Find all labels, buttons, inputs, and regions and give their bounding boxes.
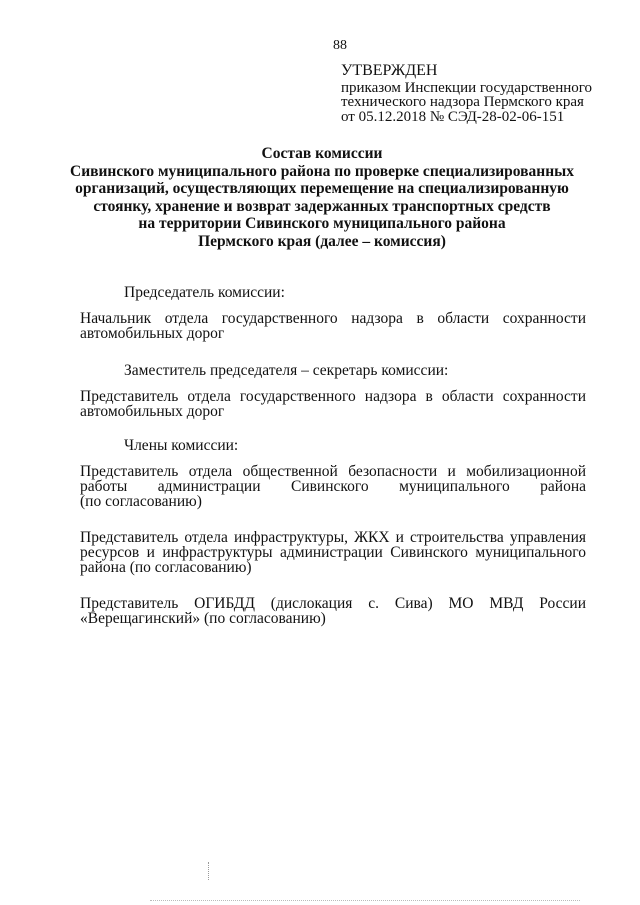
text-line: Начальник отдела государственного надзора в области сохранности: [80, 310, 586, 327]
text-line: Представитель отдела общественной безопасности и мобилизационной: [80, 463, 586, 480]
title-line: организаций, осуществляющих перемещение на специализированную: [75, 180, 569, 197]
title-line: Состав комиссии: [261, 145, 383, 162]
text-line: района (по согласованию): [80, 559, 252, 576]
text-line: Представитель ОГИБДД (дислокация с. Сива) МО МВД России: [80, 595, 586, 612]
deputy-heading: Заместитель председателя – секретарь комиссии:: [124, 362, 449, 379]
approval-stamp-block: [341, 64, 611, 124]
text-line: Представитель отдела государственного надзора в области сохранности: [80, 388, 586, 405]
page-bottom-edge: [150, 900, 580, 902]
text-line: автомобильных дорог: [80, 325, 225, 342]
scan-artifact: [208, 862, 210, 880]
title-line: Сивинского муниципального района по проверке специализированных: [70, 162, 574, 180]
member-item: [80, 596, 586, 626]
text-line: автомобильных дорог: [80, 403, 225, 420]
chairman-heading: Председатель комиссии:: [124, 284, 285, 301]
chairman-text: [80, 311, 586, 341]
approval-heading: УТВЕРЖДЕН: [341, 62, 438, 79]
title-line: стоянку, хранение и возврат задержанных транспортных средств: [93, 197, 551, 215]
approval-line: технического надзора Пермского края: [341, 94, 584, 110]
document-title: [60, 145, 584, 250]
text-line: ресурсов и инфраструктуры администрации Сивинского муниципального: [80, 544, 586, 561]
text-line: «Верещагинский» (по согласованию): [80, 610, 326, 627]
text-line: работы администрации Сивинского муниципального района: [80, 478, 586, 495]
text-line: Представитель отдела инфраструктуры, ЖКХ и строительства управления: [80, 529, 586, 546]
members-heading: Члены комиссии:: [124, 437, 239, 454]
page-number: 88: [333, 38, 347, 53]
member-item: [80, 464, 586, 509]
approval-line: приказом Инспекции государственного: [341, 79, 593, 96]
member-item: [80, 530, 586, 575]
approval-line: от 05.12.2018 № СЭД-28-02-06-151: [341, 108, 565, 125]
text-line: (по согласованию): [80, 493, 202, 510]
deputy-text: [80, 389, 586, 419]
title-line: на территории Сивинского муниципального района: [138, 215, 506, 232]
title-line: Пермского края (далее – комиссия): [198, 232, 446, 250]
